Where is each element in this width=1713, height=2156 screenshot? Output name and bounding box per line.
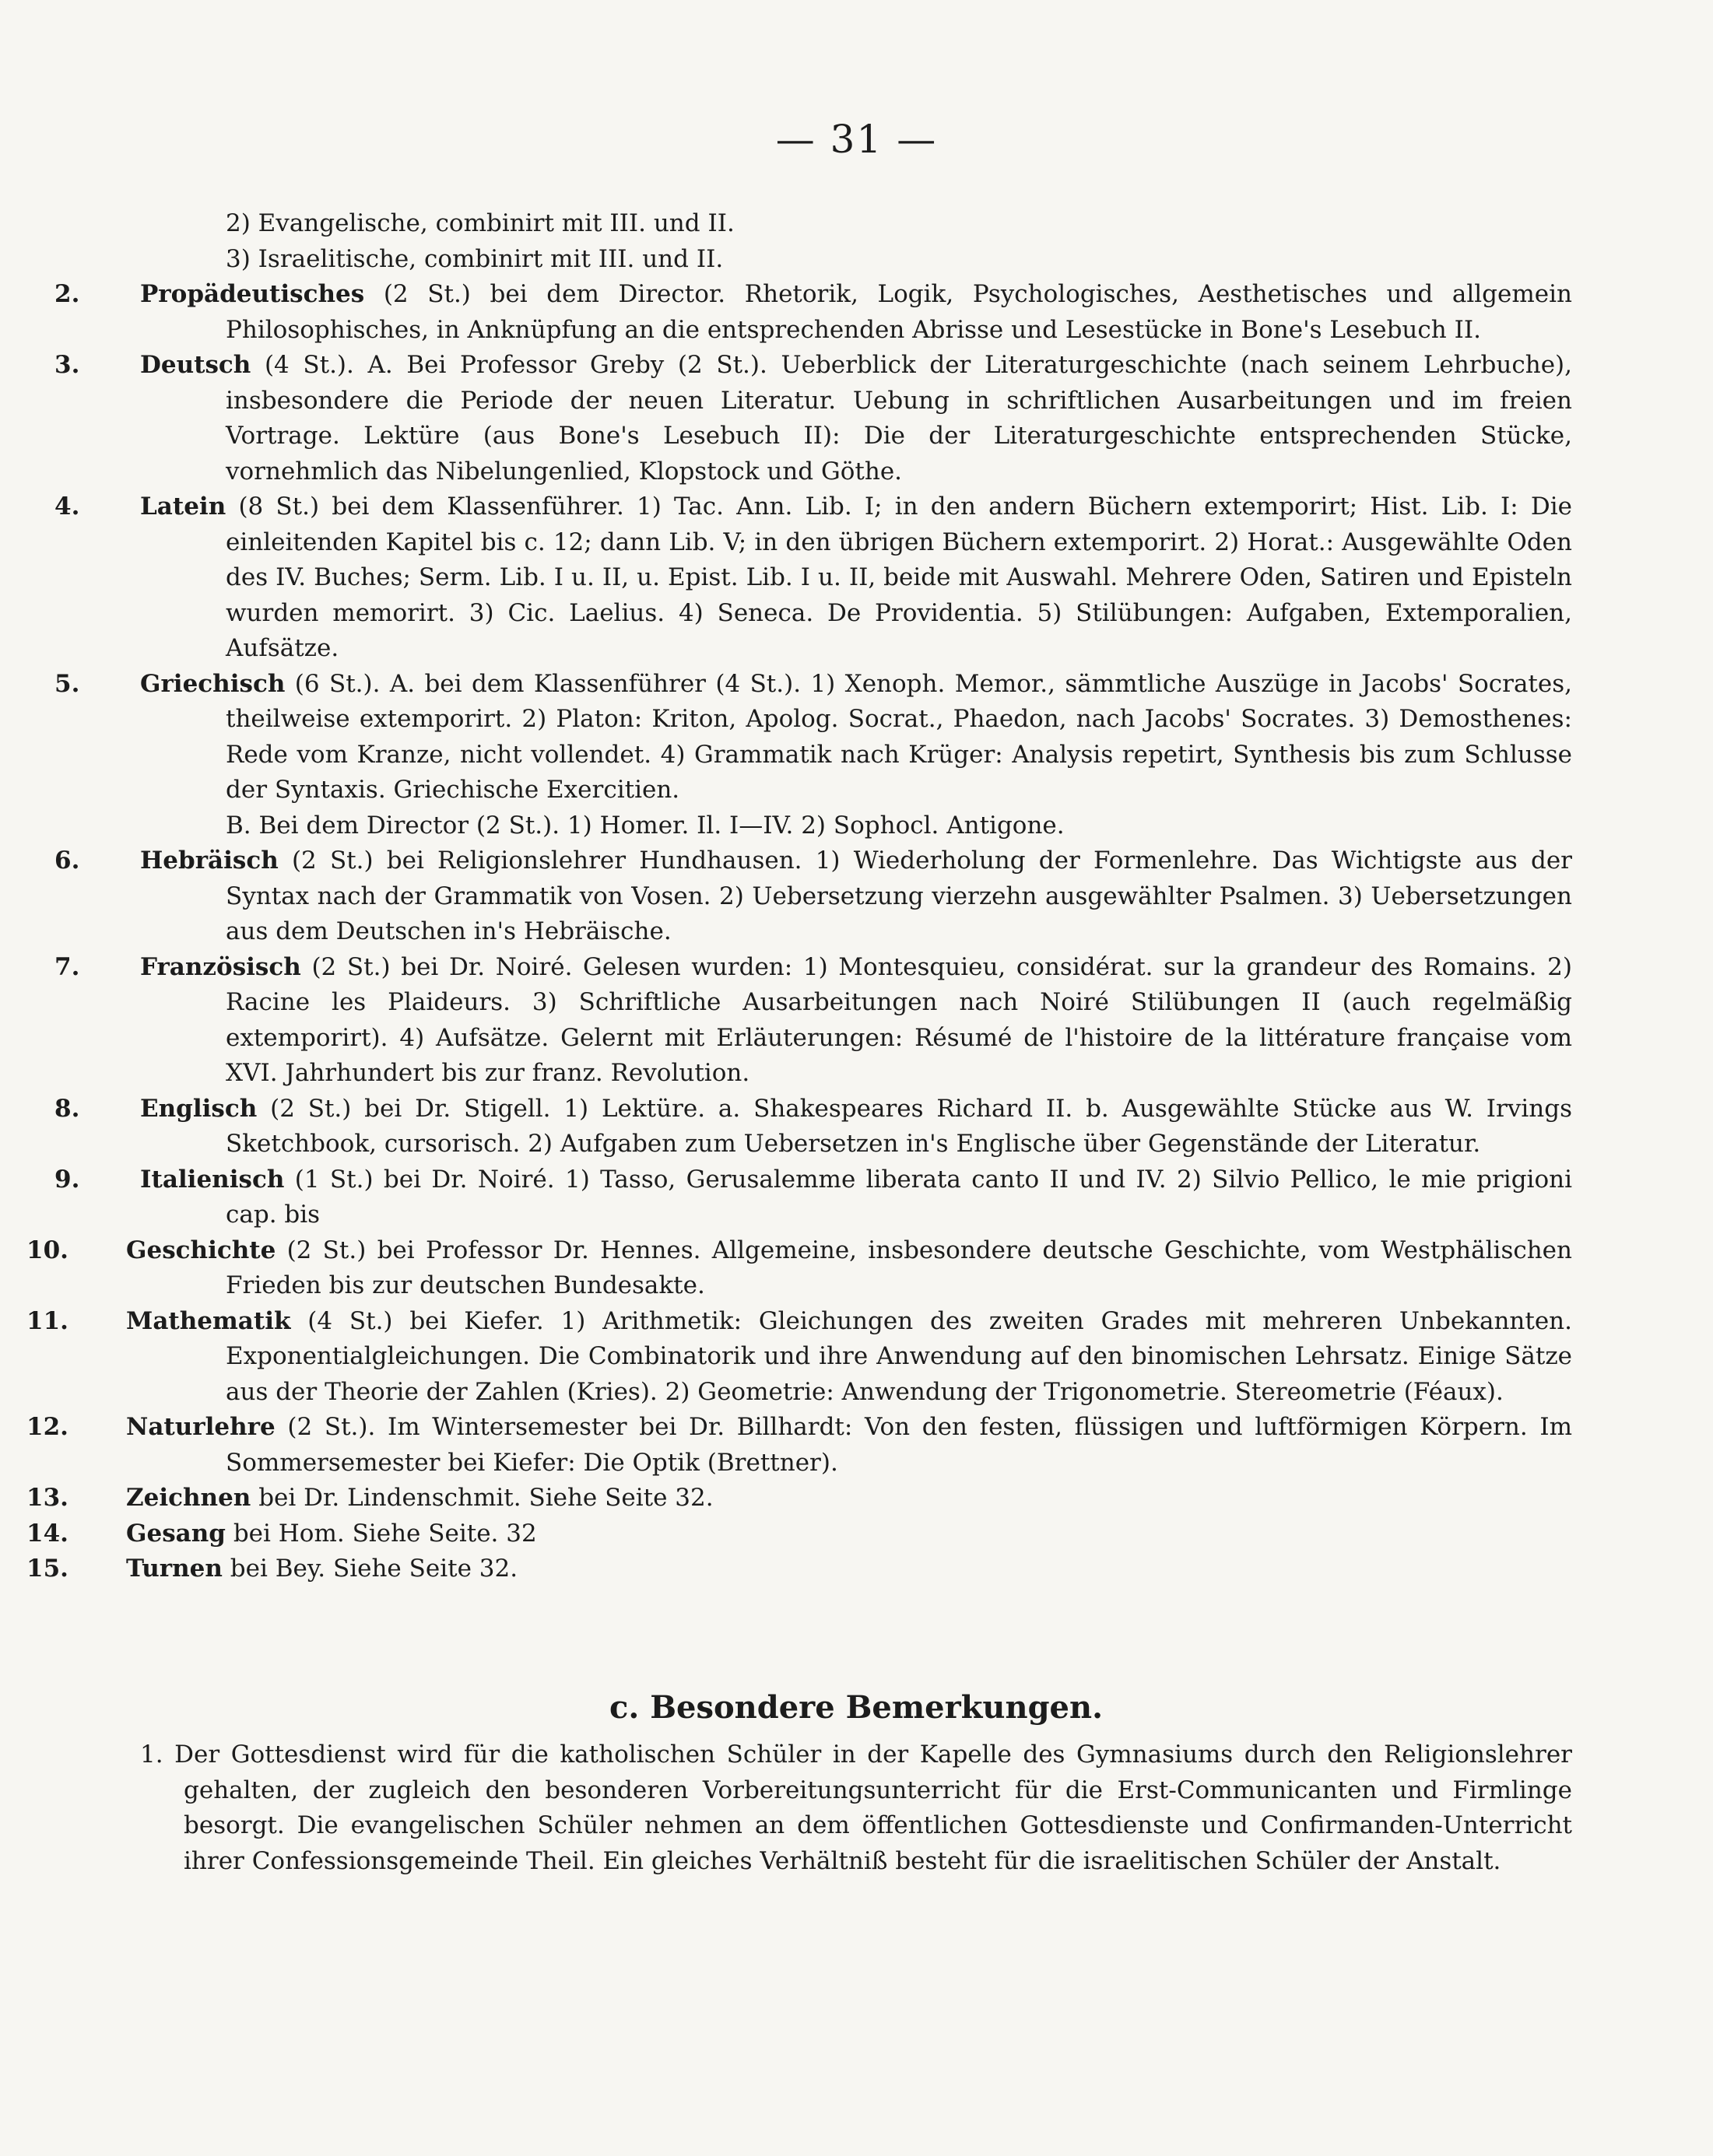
remark-text: Der Gottesdienst wird für die katholischen Schüler in der Kapelle des Gymnasiums durch den Religionslehrer gehalten, der zugleich den besonderen Vorbereitungsunterricht für die Erst-Communicanten und Firmlinge besorgt. Die evangelischen Schüler nehmen an dem öffentlichen Gottesdienste und Confirmanden-Unterricht ihrer Confessionsgemeinde Theil. Ein gleiches Verhältniß besteht für die israelitischen Schüler der Anstalt. [174,1741,1572,1875]
curriculum-entry: 12.Naturlehre (2 St.). Im Wintersemester bei Dr. Billhardt: Von den festen, flüssigen und luftförmigen Körpern. Im Sommersemester bei Kiefer: Die Optik (Brettner). [26,1413,1572,1477]
entry-subject: Latein [140,493,226,521]
entry-subject: Deutsch [140,351,251,379]
entry-text: (2 St.) bei Religionslehrer Hundhausen. 1) Wiederholung der Formenlehre. Das Wichtigste aus der Syntax nach der Grammatik von Vosen. 2) Uebersetzung vierzehn ausgewählter Psalmen. 3) Uebersetzungen aus dem Deutschen in's Hebräische. [226,847,1572,945]
entry-text: (4 St.). A. Bei Professor Greby (2 St.). Ueberblick der Literaturgeschichte (nach seinem Lehrbuche), insbesondere die Periode der neuen Literatur. Uebung in schriftlichen Ausarbeitungen und im freien Vortrage. Lektüre (aus Bone's Lesebuch II): Die der Literaturgeschichte entsprechenden Stücke, vornehmlich das Nibelungenlied, Klopstock und Göthe. [226,351,1572,486]
entry-text: 3) Israelitische, combinirt mit III. und II. [226,244,724,273]
entry-subject: Zeichnen [126,1484,251,1512]
entry-text: (2 St.). Im Wintersemester bei Dr. Billhardt: Von den festen, flüssigen und luftförmigen Körpern. Im Sommersemester bei Kiefer: Die Optik (Brettner). [226,1413,1572,1477]
entry-subject: Französisch [140,952,301,981]
entry-text: (6 St.). A. bei dem Klassenführer (4 St.). 1) Xenoph. Memor., sämmtliche Auszüge in Jacobs' Socrates, theilweise extemporirt. 2) Platon: Kriton, Apolog. Socrat., Phaedon, nach Jacobs' Socrates. 3) Demosthenes: Rede vom Kranze, nicht vollendet. 4) Grammatik nach Krüger: Analysis repetirt, Synthesis bis zum Schlusse der Syntaxis. Griechische Exercitien. [226,669,1573,804]
curriculum-entry: 10.Geschichte (2 St.) bei Professor Dr. Hennes. Allgemeine, insbesondere deutsche Geschichte, vom Westphälischen Frieden bis zur deutschen Bundesakte. [26,1236,1572,1299]
curriculum-entry: 15.Turnen bei Bey. Siehe Seite 32. [26,1555,518,1583]
entry-text: (2 St.) bei Professor Dr. Hennes. Allgemeine, insbesondere deutsche Geschichte, vom Westphälischen Frieden bis zur deutschen Bundesakte. [226,1236,1572,1299]
curriculum-entry [140,206,1572,242]
curriculum-entry [140,242,1572,278]
entry-text: 2) Evangelische, combinirt mit III. und II. [226,209,735,237]
entry-text: bei Bey. Siehe Seite 32. [230,1555,518,1583]
section-title: c. Besondere Bemerkungen. [609,1688,1104,1726]
entry-subject: Turnen [126,1555,223,1583]
curriculum-entry: 7. Französisch (2 St.) bei Dr. Noiré. Gelesen wurden: 1) Montesquieu, considérat. sur la grandeur des Romains. 2) Racine les Plaideurs. 3) Schriftliche Ausarbeitungen nach Noiré Stilübungen II (auch regelmäßig extemporirt). 4) Aufsätze. Gelernt mit Erläuterungen: Résumé de l'histoire de la littérature française vom XVI. Jahrhundert bis zur franz. Revolution. [54,952,1572,1087]
entry-text: B. Bei dem Director (2 St.). 1) Homer. Il. I—IV. 2) Sophocl. Antigone. [226,811,1065,840]
entry-subject: Gesang [126,1519,226,1548]
document-body [26,206,1573,1879]
curriculum-entry: 9. Italienisch (1 St.) bei Dr. Noiré. 1) Tasso, Gerusalemme liberata canto II und IV. 2) Silvio Pellico, le mie prigioni cap. bis [54,1165,1573,1229]
curriculum-entry: 2. Propädeutisches (2 St.) bei dem Director. Rhetorik, Logik, Psychologisches, Aesthetisches und allgemein Philosophisches, in Anknüpfung an die entsprechenden Abrisse und Lesestücke in Bone's Lesebuch II. [54,280,1572,344]
curriculum-entry: 14.Gesang bei Hom. Siehe Seite. 32 [26,1519,537,1548]
entry-subject: Hebräisch [140,847,279,875]
entry-subject: Propädeutisches [140,280,365,308]
entry-text: (8 St.) bei dem Klassenführer. 1) Tac. Ann. Lib. I; in den andern Büchern extemporirt; Hist. Lib. I: Die einleitenden Kapitel bis c. 12; dann Lib. V; in den übrigen Büchern extemporirt. 2) Horat.: Ausgewählte Oden des IV. Buches; Serm. Lib. I u. II, u. Epist. Lib. I u. II, beide mit Auswahl. Mehrere Oden, Satiren und Episteln wurden memorirt. 3) Cic. Laelius. 4) Seneca. De Providentia. 5) Stilübungen: Aufgaben, Extemporalien, Aufsätze. [226,493,1572,662]
entry-text: (2 St.) bei Dr. Stigell. 1) Lektüre. a. Shakespeares Richard II. b. Ausgewählte Stücke aus W. Irvings Sketchbook, cursorisch. 2) Aufgaben zum Uebersetzen in's Englische über Gegenstände der Literatur. [226,1094,1572,1158]
entry-text: (2 St.) bei dem Director. Rhetorik, Logik, Psychologisches, Aesthetisches und allgemein Philosophisches, in Anknüpfung an die entsprechenden Abrisse und Lesestücke in Bone's Lesebuch II. [226,280,1572,344]
entry-text: (2 St.) bei Dr. Noiré. Gelesen wurden: 1) Montesquieu, considérat. sur la grandeur des Romains. 2) Racine les Plaideurs. 3) Schriftliche Ausarbeitungen nach Noiré Stilübungen II (auch regelmäßig extemporirt). 4) Aufsätze. Gelernt mit Erläuterungen: Résumé de l'histoire de la littérature française vom XVI. Jahrhundert bis zur franz. Revolution. [226,952,1572,1087]
entry-subject: Griechisch [140,669,286,698]
curriculum-entry [140,808,1572,844]
curriculum-list [26,206,1573,1587]
curriculum-entry: 5. Griechisch (6 St.). A. bei dem Klassenführer (4 St.). 1) Xenoph. Memor., sämmtliche Auszüge in Jacobs' Socrates, theilweise extemporirt. 2) Platon: Kriton, Apolog. Socrat., Phaedon, nach Jacobs' Socrates. 3) Demosthenes: Rede vom Kranze, nicht vollendet. 4) Grammatik nach Krüger: Analysis repetirt, Synthesis bis zum Schlusse der Syntaxis. Griechische Exercitien. [54,669,1573,804]
curriculum-entry: 3. Deutsch (4 St.). A. Bei Professor Greby (2 St.). Ueberblick der Literaturgeschichte (nach seinem Lehrbuche), insbesondere die Periode der neuen Literatur. Uebung in schriftlichen Ausarbeitungen und im freien Vortrage. Lektüre (aus Bone's Lesebuch II): Die der Literaturgeschichte entsprechenden Stücke, vornehmlich das Nibelungenlied, Klopstock und Göthe. [54,351,1572,486]
entry-subject: Naturlehre [126,1413,276,1441]
entry-text: bei Hom. Siehe Seite. 32 [233,1519,537,1548]
entry-text: bei Dr. Lindenschmit. Siehe Seite 32. [258,1484,714,1512]
curriculum-entry: 6. Hebräisch (2 St.) bei Religionslehrer Hundhausen. 1) Wiederholung der Formenlehre. Das Wichtigste aus der Syntax nach der Grammatik von Vosen. 2) Uebersetzung vierzehn ausgewählter Psalmen. 3) Uebersetzungen aus dem Deutschen in's Hebräische. [54,847,1572,945]
curriculum-entry: 8. Englisch (2 St.) bei Dr. Stigell. 1) Lektüre. a. Shakespeares Richard II. b. Ausgewählte Stücke aus W. Irvings Sketchbook, cursorisch. 2) Aufgaben zum Uebersetzen in's Englische über Gegenstände der Literatur. [54,1094,1572,1158]
remarks-list [140,1737,1572,1879]
remark-item [140,1737,1572,1879]
entry-subject: Mathematik [126,1306,291,1335]
curriculum-entry: 11.Mathematik (4 St.) bei Kiefer. 1) Arithmetik: Gleichungen des zweiten Grades mit mehreren Unbekannten. Exponentialgleichungen. Die Combinatorik und ihre Anwendung auf den binomischen Lehrsatz. Einige Sätze aus der Theorie der Zahlen (Kries). 2) Geometrie: Anwendung der Trigonometrie. Stereometrie (Féaux). [26,1306,1573,1406]
entry-text: (1 St.) bei Dr. Noiré. 1) Tasso, Gerusalemme liberata canto II und IV. 2) Silvio Pellico, le mie prigioni cap. bis [226,1165,1573,1229]
page-number: — 31 — [775,117,938,162]
entry-subject: Italienisch [140,1165,285,1194]
entry-text: (4 St.) bei Kiefer. 1) Arithmetik: Gleichungen des zweiten Grades mit mehreren Unbekannten. Exponentialgleichungen. Die Combinatorik und ihre Anwendung auf den binomischen Lehrsatz. Einige Sätze aus der Theorie der Zahlen (Kries). 2) Geometrie: Anwendung der Trigonometrie. Stereometrie (Féaux). [226,1306,1573,1406]
curriculum-entry: 4. Latein (8 St.) bei dem Klassenführer. 1) Tac. Ann. Lib. I; in den andern Büchern extemporirt; Hist. Lib. I: Die einleitenden Kapitel bis c. 12; dann Lib. V; in den übrigen Büchern extemporirt. 2) Horat.: Ausgewählte Oden des IV. Buches; Serm. Lib. I u. II, u. Epist. Lib. I u. II, beide mit Auswahl. Mehrere Oden, Satiren und Episteln wurden memorirt. 3) Cic. Laelius. 4) Seneca. De Providentia. 5) Stilübungen: Aufgaben, Extemporalien, Aufsätze. [54,493,1572,662]
entry-subject: Geschichte [126,1236,276,1264]
entry-subject: Englisch [140,1094,258,1123]
curriculum-entry: 13.Zeichnen bei Dr. Lindenschmit. Siehe Seite 32. [26,1484,714,1512]
remark-number: 1. [140,1741,175,1769]
